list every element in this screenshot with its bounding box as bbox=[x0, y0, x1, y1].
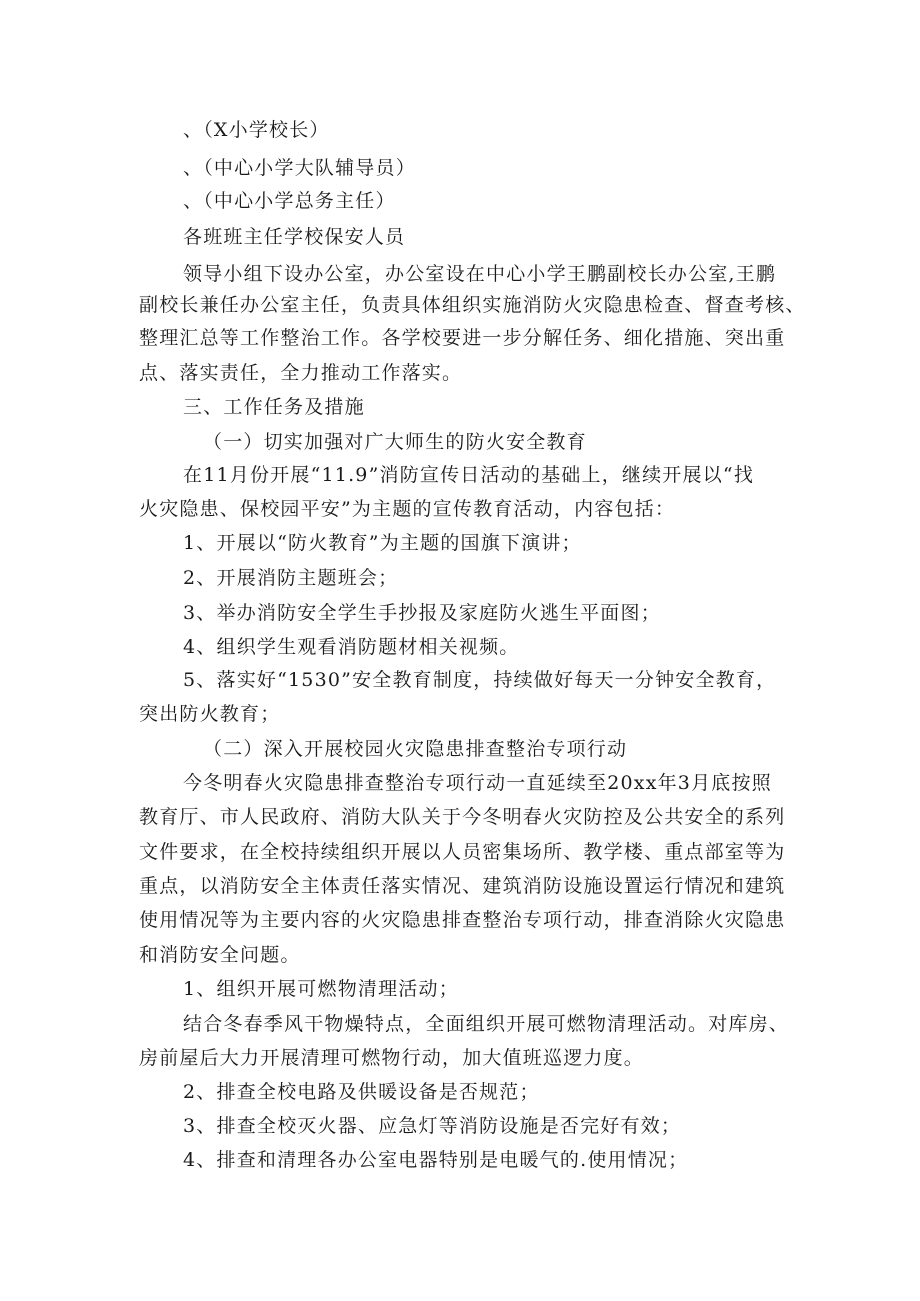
text-line: 重点，以消防安全主体责任落实情况、建筑消防设施设置运行情况和建筑 bbox=[139, 875, 786, 897]
text-line: 副校长兼任办公室主任，负责具体组织实施消防火灾隐患检查、督查考核、 bbox=[139, 294, 806, 316]
text-line: 整理汇总等工作整治工作。各学校要进一步分解任务、细化措施、突出重 bbox=[139, 327, 786, 349]
section-heading: 三、工作任务及措施 bbox=[183, 396, 365, 418]
list-item: 5、落实好“1530”安全教育制度，持续做好每天一分钟安全教育， bbox=[183, 669, 777, 691]
text-line: 文件要求，在全校持续组织开展以人员密集场所、教学楼、重点部室等为 bbox=[139, 841, 786, 863]
text-line: 房前屋后大力开展清理可燃物行动，加大值班巡逻力度。 bbox=[139, 1047, 645, 1069]
text-line: 教育厅、市人民政府、消防大队关于今冬明春火灾防控及公共安全的系列 bbox=[139, 806, 786, 828]
list-item: 2、排查全校电路及供暖设备是否规范； bbox=[183, 1081, 540, 1103]
text-line: 突出防火教育； bbox=[139, 703, 281, 725]
text-line: 和消防安全问题。 bbox=[139, 944, 301, 966]
list-item: 4、排查和清理各办公室电器特别是电暖气的.使用情况； bbox=[183, 1149, 689, 1171]
text-line: 使用情况等为主要内容的火灾隐患排查整治专项行动，排查消除火灾隐患 bbox=[139, 909, 786, 931]
text-line: 点、落实责任，全力推动工作落实。 bbox=[139, 362, 463, 384]
list-item: 3、举办消防安全学生手抄报及家庭防火逃生平面图； bbox=[183, 602, 661, 624]
text-line: 火灾隐患、保校园平安”为主题的宣传教育活动，内容包括： bbox=[139, 498, 676, 520]
text-line: 、（中心小学大队辅导员） bbox=[183, 157, 416, 179]
subsection-heading: （二）深入开展校园火灾隐患排查整治专项行动 bbox=[203, 738, 628, 760]
list-item: 1、开展以“防火教育”为主题的国旗下演讲； bbox=[183, 532, 582, 554]
text-line: 各班班主任学校保安人员 bbox=[183, 226, 406, 248]
text-line: 今冬明春火灾隐患排查整治专项行动一直延续至20xx年3月底按照 bbox=[183, 772, 772, 794]
subsection-heading: （一）切实加强对广大师生的防火安全教育 bbox=[203, 431, 587, 453]
list-item: 4、组织学生观看消防题材相关视频。 bbox=[183, 636, 520, 658]
text-line: 、（中心小学总务主任） bbox=[183, 190, 396, 212]
list-item: 1、组织开展可燃物清理活动； bbox=[183, 978, 459, 1000]
list-item: 3、排查全校灭火器、应急灯等消防设施是否完好有效； bbox=[183, 1115, 682, 1137]
text-line: 结合冬春季风干物燥特点，全面组织开展可燃物清理活动。对库房、 bbox=[183, 1013, 790, 1035]
text-line: 领导小组下设办公室，办公室设在中心小学王鹏副校长办公室,王鹏 bbox=[183, 263, 777, 285]
list-item: 2、开展消防主题班会； bbox=[183, 567, 399, 589]
text-line: 、（X小学校长） bbox=[183, 119, 330, 141]
text-line: 在11月份开展“11.9”消防宣传日活动的基础上，继续开展以“找 bbox=[183, 464, 755, 486]
